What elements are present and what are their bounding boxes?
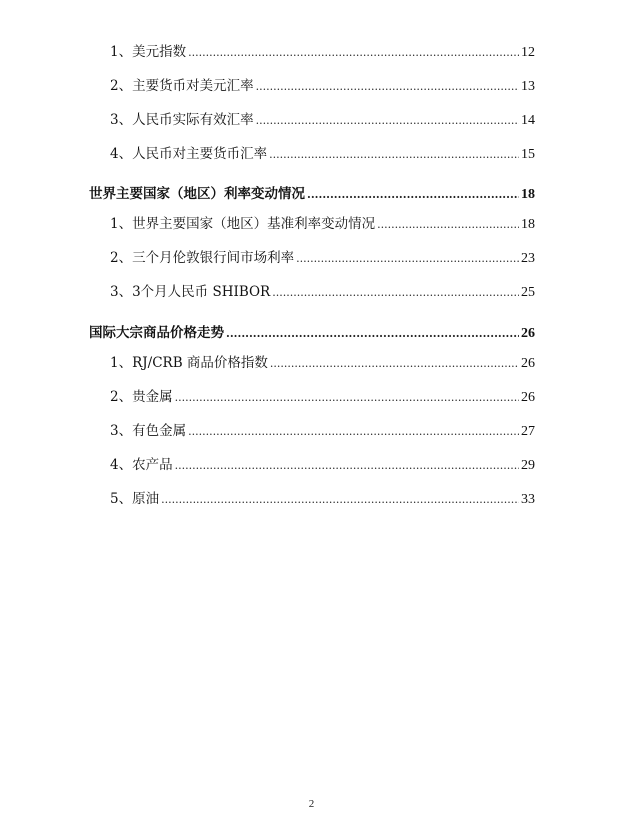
toc-entry-precious-metals[interactable] bbox=[110, 387, 535, 407]
toc-entry-title: 3、有色金属 bbox=[110, 423, 187, 439]
toc-dot-leader bbox=[270, 354, 519, 374]
toc-dot-leader bbox=[188, 422, 519, 442]
toc-entry-title: 4、人民币对主要货币汇率 bbox=[110, 146, 268, 162]
page-number: 2 bbox=[308, 798, 315, 810]
toc-entry-title: 1、RJ/CRB 商品价格指数 bbox=[110, 355, 268, 371]
toc-entry-title: 2、三个月伦敦银行间市场利率 bbox=[110, 250, 295, 266]
toc-entry-page: 27 bbox=[521, 424, 535, 439]
toc-section-page: 26 bbox=[521, 326, 535, 341]
toc-entry-usd-index[interactable] bbox=[110, 42, 535, 62]
toc-section-title: 世界主要国家（地区）利率变动情况 bbox=[89, 186, 305, 202]
toc-entry-title: 5、原油 bbox=[110, 491, 160, 507]
toc-entry-title: 2、主要货币对美元汇率 bbox=[110, 78, 254, 94]
toc-dot-leader bbox=[272, 283, 519, 303]
toc-entry-base-metals[interactable] bbox=[110, 421, 535, 441]
toc-entry-rmb-real-effective-rate[interactable] bbox=[110, 110, 535, 130]
toc-section-interest-rates[interactable] bbox=[89, 184, 535, 204]
toc-entry-benchmark-rates[interactable] bbox=[110, 214, 535, 234]
toc-entry-page: 26 bbox=[521, 356, 535, 371]
toc-entry-title: 2、贵金属 bbox=[110, 389, 173, 405]
toc-entry-3m-libor[interactable] bbox=[110, 248, 535, 268]
toc-entry-agricultural-products[interactable] bbox=[110, 455, 535, 475]
toc-dot-leader bbox=[296, 249, 519, 269]
toc-entry-page: 23 bbox=[521, 251, 535, 266]
toc-dot-leader bbox=[377, 215, 519, 235]
toc-entry-major-currencies-vs-usd[interactable] bbox=[110, 76, 535, 96]
toc-entry-page: 15 bbox=[521, 147, 535, 162]
toc-entry-page: 14 bbox=[521, 113, 535, 128]
toc-entry-page: 26 bbox=[521, 390, 535, 405]
toc-dot-leader bbox=[256, 77, 519, 97]
toc-entry-crude-oil[interactable] bbox=[110, 489, 535, 509]
toc-entry-page: 18 bbox=[521, 217, 535, 232]
toc-entry-title: 3、人民币实际有效汇率 bbox=[110, 112, 254, 128]
toc-entry-rj-crb-index[interactable] bbox=[110, 353, 535, 373]
toc-dot-leader bbox=[269, 145, 519, 165]
toc-dot-leader bbox=[226, 324, 519, 344]
toc-section-commodities[interactable] bbox=[89, 323, 535, 343]
toc-dot-leader bbox=[188, 43, 519, 63]
toc-entry-page: 33 bbox=[521, 492, 535, 507]
toc-dot-leader bbox=[307, 185, 519, 205]
toc-entry-page: 29 bbox=[521, 458, 535, 473]
toc-entry-page: 12 bbox=[521, 45, 535, 60]
toc-entry-title: 1、美元指数 bbox=[110, 44, 187, 60]
toc-entry-title: 4、农产品 bbox=[110, 457, 173, 473]
toc-entry-page: 25 bbox=[521, 285, 535, 300]
toc-dot-leader bbox=[256, 111, 519, 131]
toc-entry-rmb-vs-major-currencies[interactable] bbox=[110, 144, 535, 164]
toc-dot-leader bbox=[175, 456, 519, 476]
toc-dot-leader bbox=[175, 388, 519, 408]
toc-section-page: 18 bbox=[521, 187, 535, 202]
toc-section-title: 国际大宗商品价格走势 bbox=[89, 325, 224, 341]
toc-entry-title: 1、世界主要国家（地区）基准利率变动情况 bbox=[110, 216, 376, 232]
toc-entry-page: 13 bbox=[521, 79, 535, 94]
toc-dot-leader bbox=[161, 490, 519, 510]
toc-entry-title: 3、3个月人民币 SHIBOR bbox=[110, 284, 271, 300]
toc-entry-3m-shibor[interactable] bbox=[110, 282, 535, 302]
